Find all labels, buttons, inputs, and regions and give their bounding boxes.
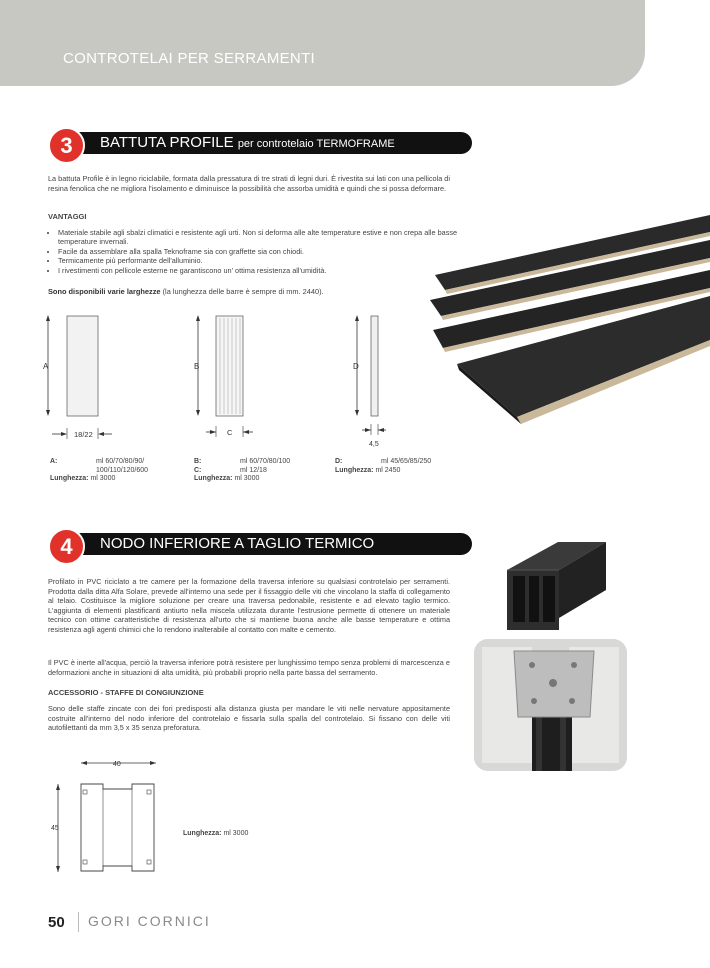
list-item: • I rivestimenti con pellicole esterne ne garantiscono un' ottima resistenza all'umidità.: [58, 266, 462, 275]
diagram-a-width: 18/22: [74, 430, 93, 439]
pvc-profile-photo: [503, 530, 613, 635]
diagram-d-label: D: [353, 362, 359, 371]
available-bold: Sono disponibili varie larghezze: [48, 287, 161, 296]
spec-b-values: ml 60/70/80/100: [240, 458, 291, 465]
section-3-number: 3: [48, 127, 85, 164]
section-4-paragraph-1: Profilato in PVC riciclato a tre camere per la formazione della traversa inferiore su qualsiasi controtelaio per serramenti. Prodotta dalla ditta Alfa Solare, prevede all'interno una sede per il fissaggio delle viti che vincolano la staffa di collegamento al telaio. Costituisce la migliore soluzione per creare una traversa pedonabile, resistente e ad elevato taglio termico. L'aggiunta di elementi plastificanti antiurto nella miscela utilizzata durante l'estrusione permette di ottenere un materiale tecnico con ottime caratteristiche di resistenza all'urto che si mantiene buona anche alle basse temperature e ottima resistenza agli agenti chimici che lo rendono inalterabile al contatto con malte e cemento.: [48, 577, 450, 634]
footer-divider: [78, 912, 79, 932]
diagram-d-width: 4,5: [369, 441, 379, 448]
spec-a-values-2: 100/110/120/600: [96, 466, 149, 474]
section-4-number: 4: [48, 528, 85, 565]
page-header-title: CONTROTELAI PER SERRAMENTI: [63, 50, 315, 67]
diagram-b-label: B: [194, 362, 200, 371]
profile-diagrams: [38, 312, 398, 452]
accessory-title: ACCESSORIO - STAFFE DI CONGIUNZIONE: [48, 688, 204, 697]
section-4-paragraph-2: Il PVC è inerte all'acqua, perciò la traversa inferiore potrà resistere per lunghissimo tempo senza problemi di marcescenza e deformazioni anche in situazioni di alta umidità, più probabili proprio nella parte bassa del serramento.: [48, 658, 450, 677]
advantages-title: VANTAGGI: [48, 212, 87, 221]
section-3-intro: La battuta Profile è in legno riciclabile, formata dalla pressatura di tre strati di legni duri. È rivestita sui lati con una pellicola di resina fenolica che ne migliora l'isolamento e diminuisce la possibilità che assorba umidità e quindi che si possa deformare.: [48, 174, 450, 193]
section-4-heading: [48, 533, 472, 559]
wood-boards-photo: [425, 212, 710, 427]
header-band: [0, 0, 645, 86]
spec-bc-length: ml 3000: [234, 475, 260, 483]
section-4-title: NODO INFERIORE A TAGLIO TERMICO: [100, 535, 375, 552]
diagram-d: [353, 315, 386, 448]
specs-d: [335, 458, 431, 475]
spec-d-length-key: Lunghezza:: [335, 466, 374, 474]
spec-d-length: ml 2450: [375, 466, 401, 474]
bracket-length: [183, 830, 248, 839]
spec-a-key: A:: [50, 458, 58, 465]
spec-a-length: ml 3000: [90, 475, 116, 483]
list-item: • Termicamente più performante dell'alluminio.: [58, 256, 462, 265]
section-3-heading: [48, 132, 472, 158]
specs-bc: [194, 458, 290, 484]
bracket-photo-art: [474, 639, 627, 771]
section-3-title-main: BATTUTA PROFILE: [100, 134, 234, 151]
bracket-diagram: [48, 756, 178, 881]
spec-a-length-key: Lunghezza:: [50, 475, 89, 483]
bracket-height-label: 45: [51, 825, 59, 832]
list-item: • Facile da assemblare alla spalla Teknoframe sia con graffette sia con chiodi.: [58, 247, 462, 256]
bracket-length-value: ml 3000: [223, 830, 249, 837]
advantages-list: [48, 228, 462, 275]
diagram-c-label: C: [227, 428, 233, 437]
section-3-subtitle: per controtelaio TERMOFRAME: [237, 138, 395, 150]
section-3-title: [100, 134, 395, 151]
page-number: 50: [48, 914, 65, 931]
diagram-a-label: A: [43, 362, 49, 371]
spec-c-key: C:: [194, 466, 202, 474]
available-widths-note: [48, 287, 324, 296]
list-item: • Materiale stabile agli sbalzi climatici e resistente agli urti. Non si deforma alle alte temperature estive e non crepa alle basse temperature invernali.: [58, 228, 462, 247]
spec-a-values: ml 60/70/80/90/: [96, 458, 145, 465]
spec-b-key: B:: [194, 458, 202, 465]
available-rest: (la lunghezza delle barre è sempre di mm. 2440).: [162, 287, 324, 296]
bracket-length-key: Lunghezza:: [183, 830, 222, 837]
specs-a: [50, 458, 148, 484]
bracket-width-label: 40: [113, 761, 121, 768]
spec-d-key: D:: [335, 458, 343, 465]
spec-c-values: ml 12/18: [240, 466, 267, 474]
accessory-text: Sono delle staffe zincate con dei fori predisposti alla distanza giusta per mandare le viti nelle nervature appositamente costruite all'interno del nodo inferiore del controtelaio e fissarla sulla spalla del controtelaio. Si fissano con delle viti autofilettanti da mm 3,5 x 35 senza preforatura.: [48, 704, 450, 733]
spec-d-values: ml 45/65/85/250: [381, 458, 432, 465]
bracket-photo: [474, 639, 627, 771]
spec-bc-length-key: Lunghezza:: [194, 475, 233, 483]
diagram-a: [43, 315, 112, 439]
brand-logo-text: GORI CORNICI: [88, 913, 211, 929]
diagram-b: [194, 315, 253, 437]
